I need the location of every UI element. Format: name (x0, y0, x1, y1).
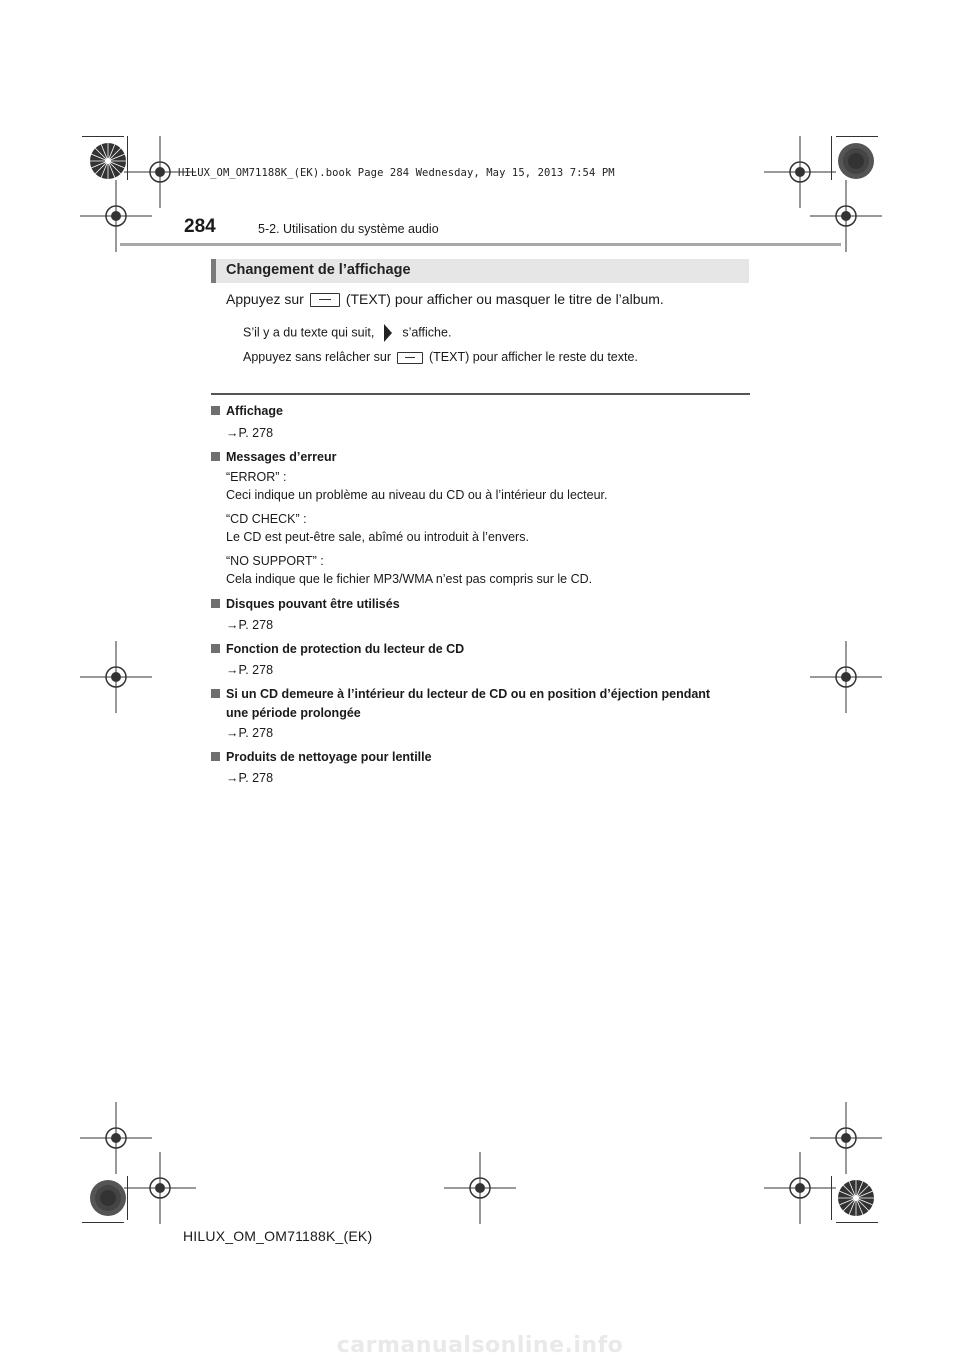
info-heading (211, 750, 432, 764)
info-line: →P. 278 (226, 426, 274, 440)
info-heading (211, 450, 336, 464)
registration-mark-icon (80, 641, 152, 713)
note2-text-before: Appuyez sans relâcher sur (243, 350, 391, 364)
color-rosette-icon (837, 142, 875, 180)
print-slug: HILUX_OM_OM71188K_(EK).book Page 284 Wednesday, May 15, 2013 7:54 PM (178, 167, 615, 179)
square-bullet-icon (211, 599, 220, 608)
info-line: Ceci indique un problème au niveau du CD ou à l’intérieur du lecteur. (226, 488, 608, 502)
crop-line (127, 1176, 128, 1220)
page-number: 284 (184, 216, 216, 237)
text-button-icon (397, 352, 423, 364)
square-bullet-icon (211, 406, 220, 415)
subsection-accent (211, 259, 216, 283)
registration-mark-icon (444, 1152, 516, 1224)
watermark-text: carmanualsonline.info (336, 1332, 624, 1358)
info-heading-text: Produits de nettoyage pour lentille (226, 750, 432, 764)
registration-mark-icon (124, 1152, 196, 1224)
info-line: →P. 278 (226, 618, 274, 632)
info-line: Le CD est peut-être sale, abîmé ou introduit à l’envers. (226, 530, 529, 544)
info-line: Cela indique que le fichier MP3/WMA n’est pas compris sur le CD. (226, 572, 593, 586)
section-divider (211, 393, 750, 395)
info-heading (211, 597, 400, 611)
registration-mark-icon (810, 641, 882, 713)
registration-mark-icon (764, 1152, 836, 1224)
square-bullet-icon (211, 644, 220, 653)
info-line: “CD CHECK” : (226, 512, 307, 526)
crop-line (831, 136, 832, 180)
footer-model-code: HILUX_OM_OM71188K_(EK) (183, 1228, 373, 1244)
color-rosette-icon (89, 1179, 127, 1217)
registration-mark-icon (124, 136, 196, 208)
info-heading-text: Messages d’erreur (226, 450, 337, 464)
info-line: →P. 278 (226, 726, 274, 740)
watermark (0, 1332, 960, 1358)
note-line-2 (243, 350, 638, 364)
note-line-1 (243, 324, 451, 342)
instruction-line (226, 291, 664, 307)
right-arrow-icon (384, 324, 392, 342)
info-line: “NO SUPPORT” : (226, 554, 324, 568)
section-title: 5-2. Utilisation du système audio (258, 222, 439, 236)
info-heading (211, 687, 710, 701)
info-heading (211, 642, 464, 656)
square-bullet-icon (211, 452, 220, 461)
info-heading-continued: une période prolongée (226, 706, 361, 720)
subsection-header (211, 259, 749, 283)
color-rosette-icon (837, 1179, 875, 1217)
color-rosette-icon (89, 142, 127, 180)
info-line: →P. 278 (226, 663, 274, 677)
crop-line (836, 136, 878, 137)
square-bullet-icon (211, 689, 220, 698)
text-button-icon (310, 293, 340, 307)
info-line: →P. 278 (226, 771, 274, 785)
info-heading-text: Affichage (226, 404, 283, 418)
info-heading-text: Fonction de protection du lecteur de CD (226, 642, 465, 656)
info-heading-text: Si un CD demeure à l’intérieur du lecteur de CD ou en position d’éjection pendant (226, 687, 711, 701)
info-heading-text: Disques pouvant être utilisés (226, 597, 400, 611)
info-line: “ERROR” : (226, 470, 287, 484)
square-bullet-icon (211, 752, 220, 761)
crop-line (831, 1176, 832, 1220)
instruction-text-after: (TEXT) pour afficher ou masquer le titre de l’album. (345, 291, 664, 307)
info-heading (211, 404, 283, 418)
note1-text-before: S’il y a du texte qui suit, (243, 325, 375, 340)
header-rule (120, 243, 841, 246)
registration-mark-icon (810, 180, 882, 252)
instruction-text-before: Appuyez sur (226, 291, 304, 307)
crop-line (82, 136, 124, 137)
crop-line (82, 1222, 124, 1223)
note2-text-after: (TEXT) pour afficher le reste du texte. (429, 350, 638, 364)
subsection-title: Changement de l’affichage (226, 262, 411, 278)
crop-line (127, 136, 128, 180)
note1-text-after: s’affiche. (402, 325, 452, 340)
crop-line (836, 1222, 878, 1223)
